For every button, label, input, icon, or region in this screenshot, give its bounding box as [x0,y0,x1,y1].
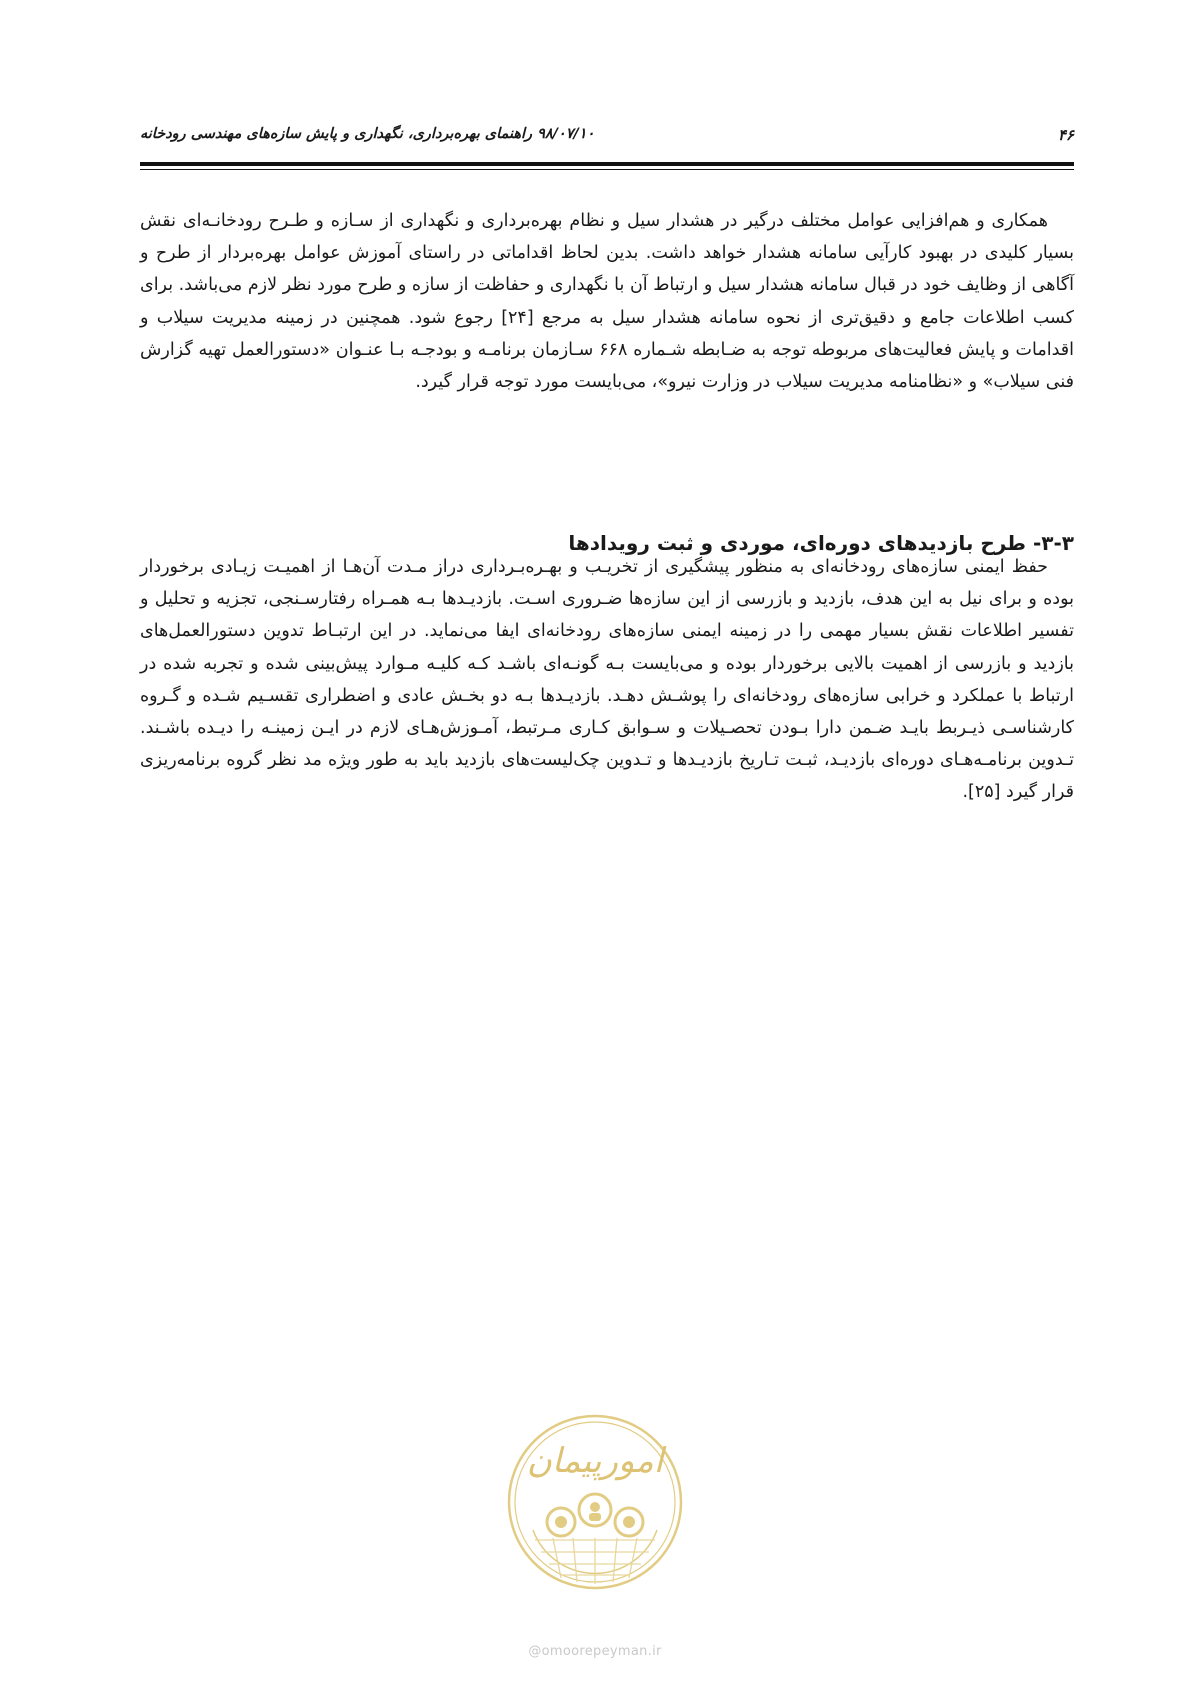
header-rule-thick [140,162,1074,166]
paragraph-inspections: حفظ ایمنی سازه‌های رودخانه‌ای به منظور پیشگیری از تخریـب و بهـره‌بـرداری دراز مـدت آن‌هـا از اهمیـت زیـادی برخوردار بوده و برای نیل به این هدف، بازدید و بازرسی از این سازه‌ها ضـروری اسـت. بازدیـدها بـه همـراه رفتارسـنجی، تجزیه و تحلیل و تفسیر اطلاعات نقش بسیار مهمی را در زمینه ایمنی سازه‌های رودخانه‌ای ایفا می‌نماید. در این ارتبـاط تدوین دستورالعمل‌های بازدید و بازرسی از اهمیت بالایی برخوردار بوده و می‌بایست بـه گونـه‌ای باشـد کـه کلیـه مـوارد پیش‌بینی شده و تجربه شده در ارتباط با عملکرد و خرابی سازه‌های رودخانه‌ای را پوشـش دهـد. بازدیـدها بـه دو بخـش عادی و اضطراری تقسـیم شـده و گـروه کارشناسـی ذیـربط بایـد ضـمن دارا بـودن تحصـیلات و سـوابق کـاری مـرتبط، آمـوزش‌هـای لازم در ایـن زمینـه را دیـده باشـند. تـدوین برنامـه‌هـای دوره‌ای بازدیـد، ثبـت تـاریخ بازدیـدها و تـدوین چک‌لیست‌های بازدید باید به طور ویژه مد نظر گروه برنامه‌ریزی قرار گیرد [۲۵]. [140,557,1074,803]
section-heading: ۳-۳- طرح بازدیدهای دوره‌ای، موردی و ثبت رویدادها [568,531,1074,555]
header-rule-thin [140,169,1074,170]
page-header [140,124,1074,154]
watermark-url-text: @omoorepeyman.ir [528,1644,662,1659]
body-text-block-1 [140,205,1074,398]
logo-brand-script: امورپیمان [526,1441,664,1481]
omoorepeyman-seal-logo-icon [503,1410,687,1618]
paragraph-flood-warning: همکاری و هم‌افزایی عوامل مختلف درگیر در هشدار سیل و نظام بهره‌برداری و نگهداری از سـازه و طـرح رودخانـه‌ای نقش بسیار کلیدی در بهبود کارآیی سامانه هشدار خواهد داشت. بدین لحاظ اقداماتی در راستای آموزش عوامل بهره‌بردار از طرح و آگاهی از وظایف خود در قبال سامانه هشدار سیل و ارتباط آن با نگهداری و حفاظت از سازه و طرح مورد نظر لازم می‌باشد. برای کسب اطلاعات جامع و دقیق‌تری از نحوه سامانه هشدار سیل به مرجع [۲۴] رجوع شود. همچنین در زمینه مدیریت سیلاب و اقدامات و پایش فعالیت‌های مربوطه توجه به ضـابطه شـماره ۶۶۸ سـازمان برنامـه و بودجـه بـا عنـوان «دستورالعمل تهیه گزارش فنی سیلاب» و «نظامنامه مدیریت سیلاب در وزارت نیرو»، می‌بایست مورد توجه قرار گیرد. [140,211,1075,393]
body-text-block-2 [140,551,1074,809]
running-title: ۹۸/۰۷/۱۰ راهنمای بهره‌برداری، نگهداری و پایش سازه‌های مهندسی رودخانه [140,126,595,142]
page-number: ۴۶ [1057,126,1074,144]
